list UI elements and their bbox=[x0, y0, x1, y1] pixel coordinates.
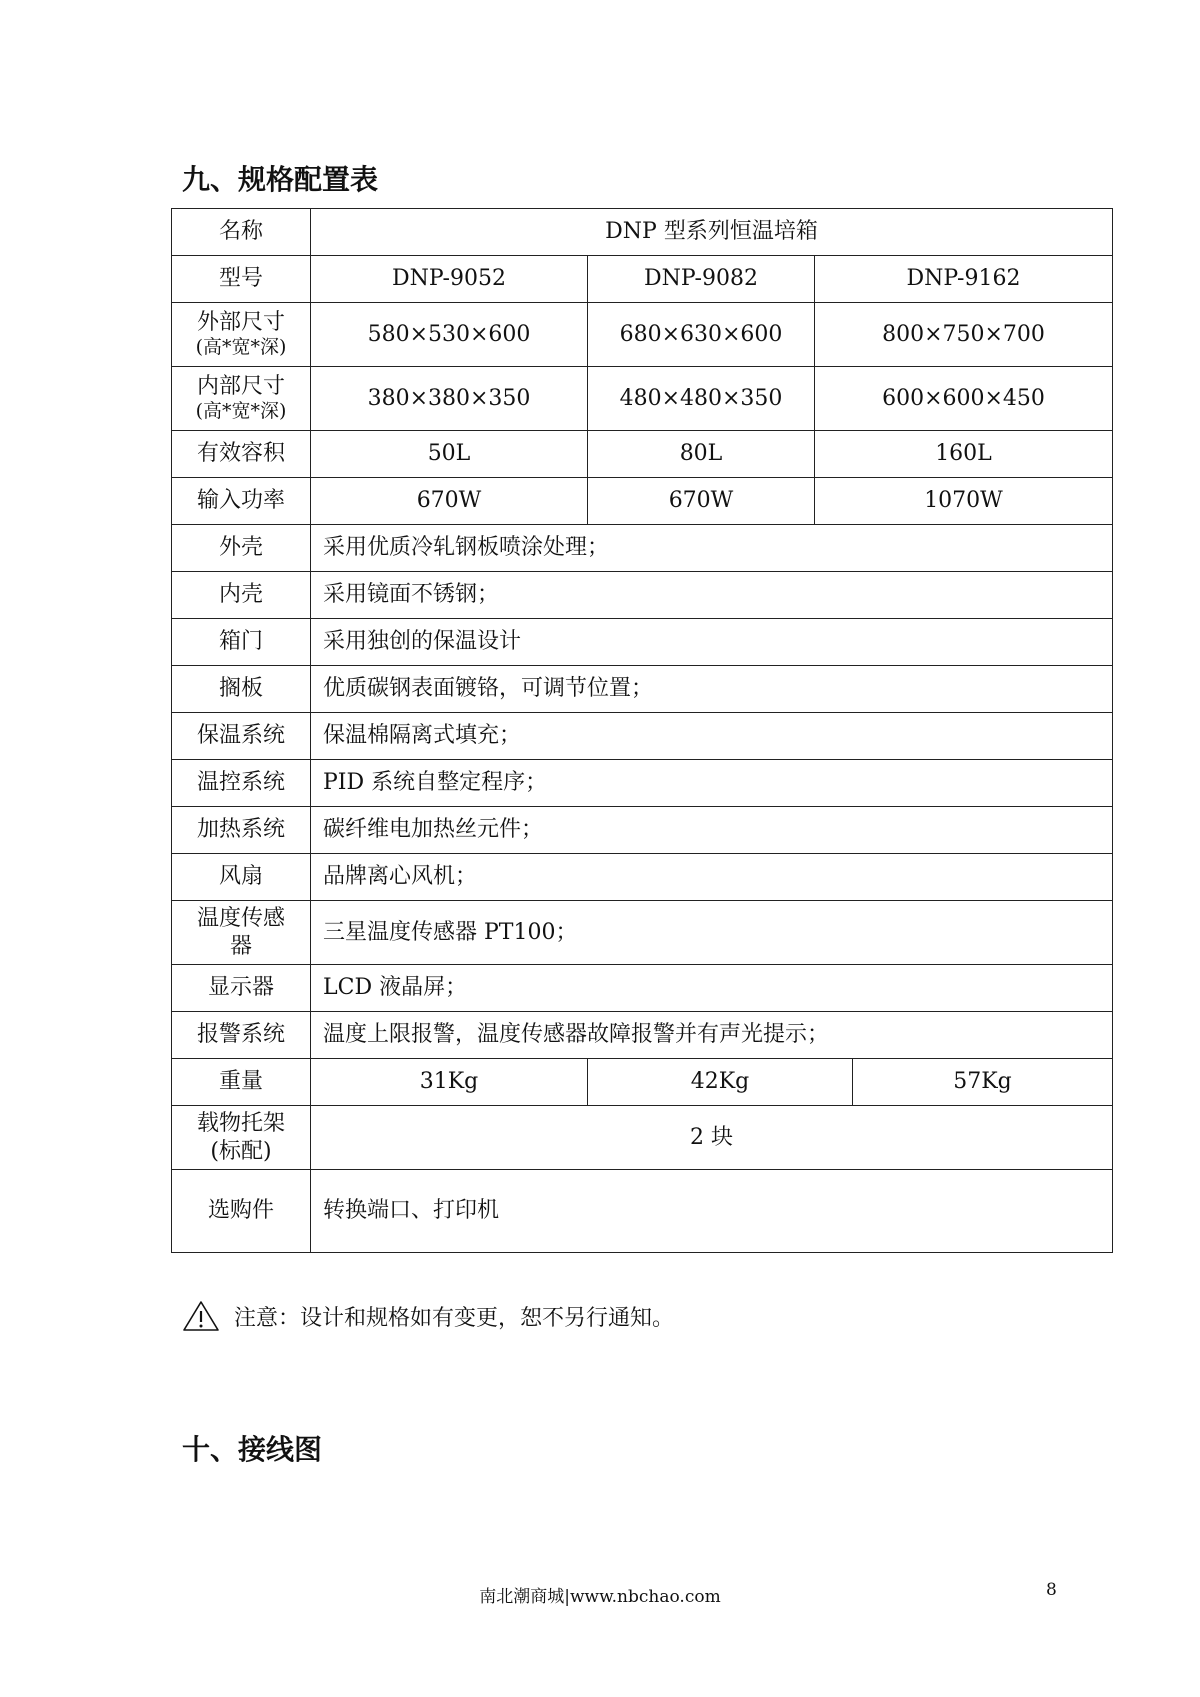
options-label: 选购件 bbox=[172, 1170, 311, 1253]
door-value: 采用独创的保温设计 bbox=[311, 619, 1113, 666]
fan-value: 品牌离心风机； bbox=[311, 854, 1113, 901]
row-liner bbox=[172, 572, 1113, 619]
weight-2: 42Kg bbox=[588, 1059, 853, 1106]
options-value: 转换端口、打印机 bbox=[311, 1170, 1113, 1253]
insulation-label: 保温系统 bbox=[172, 713, 311, 760]
outer-size-1: 580×530×600 bbox=[311, 303, 588, 367]
row-options bbox=[172, 1170, 1113, 1253]
tray-value: 2 块 bbox=[311, 1106, 1113, 1170]
row-heating bbox=[172, 807, 1113, 854]
tray-label-line2: (标配) bbox=[210, 1138, 272, 1164]
row-outer-size bbox=[172, 303, 1113, 367]
volume-3: 160L bbox=[815, 431, 1113, 478]
row-temp-control bbox=[172, 760, 1113, 807]
outer-size-label-main: 外部尺寸 bbox=[196, 309, 285, 335]
fan-label: 风扇 bbox=[172, 854, 311, 901]
inner-size-label-sub: (高*宽*深) bbox=[195, 400, 287, 423]
weight-label: 重量 bbox=[172, 1059, 311, 1106]
volume-label: 有效容积 bbox=[172, 431, 311, 478]
outer-size-2: 680×630×600 bbox=[588, 303, 815, 367]
row-fan bbox=[172, 854, 1113, 901]
row-name bbox=[172, 209, 1113, 256]
liner-label: 内壳 bbox=[172, 572, 311, 619]
name-value: DNP 型系列恒温培箱 bbox=[311, 209, 1113, 256]
power-3: 1070W bbox=[815, 478, 1113, 525]
row-alarm bbox=[172, 1012, 1113, 1059]
weight-1: 31Kg bbox=[311, 1059, 588, 1106]
row-insulation bbox=[172, 713, 1113, 760]
footer-text: 南北潮商城|www.nbchao.com bbox=[479, 1587, 721, 1607]
notice bbox=[182, 1300, 674, 1332]
volume-2: 80L bbox=[588, 431, 815, 478]
door-label: 箱门 bbox=[172, 619, 311, 666]
sensor-label-line1: 温度传感 bbox=[196, 906, 285, 931]
inner-size-2: 480×480×350 bbox=[588, 367, 815, 431]
sensor-label-line2: 器 bbox=[229, 933, 252, 959]
warning-triangle-icon bbox=[182, 1300, 220, 1332]
inner-size-1: 380×380×350 bbox=[311, 367, 588, 431]
section-10-title: 十、接线图 bbox=[182, 1433, 323, 1466]
tray-label bbox=[172, 1106, 311, 1170]
row-sensor bbox=[172, 901, 1113, 965]
row-tray bbox=[172, 1106, 1113, 1170]
power-1: 670W bbox=[311, 478, 588, 525]
alarm-label: 报警系统 bbox=[172, 1012, 311, 1059]
row-power bbox=[172, 478, 1113, 525]
model-label: 型号 bbox=[172, 256, 311, 303]
spec-table bbox=[171, 208, 1113, 1253]
inner-size-label bbox=[172, 367, 311, 431]
temp-control-value: PID 系统自整定程序； bbox=[311, 760, 1113, 807]
heating-label: 加热系统 bbox=[172, 807, 311, 854]
row-display bbox=[172, 965, 1113, 1012]
shell-label: 外壳 bbox=[172, 525, 311, 572]
row-weight bbox=[172, 1059, 1113, 1106]
outer-size-3: 800×750×700 bbox=[815, 303, 1113, 367]
section-9-title: 九、规格配置表 bbox=[182, 163, 379, 196]
power-label: 输入功率 bbox=[172, 478, 311, 525]
shelf-value: 优质碳钢表面镀铬，可调节位置； bbox=[311, 666, 1113, 713]
sensor-label bbox=[172, 901, 311, 965]
alarm-value: 温度上限报警，温度传感器故障报警并有声光提示； bbox=[311, 1012, 1113, 1059]
row-shelf bbox=[172, 666, 1113, 713]
notice-text: 注意：设计和规格如有变更，恕不另行通知。 bbox=[234, 1305, 675, 1331]
model-2: DNP-9082 bbox=[588, 256, 815, 303]
heating-value: 碳纤维电加热丝元件； bbox=[311, 807, 1113, 854]
display-value: LCD 液晶屏； bbox=[311, 965, 1113, 1012]
temp-control-label: 温控系统 bbox=[172, 760, 311, 807]
row-model bbox=[172, 256, 1113, 303]
shelf-label: 搁板 bbox=[172, 666, 311, 713]
page-number: 8 bbox=[1046, 1580, 1057, 1600]
liner-value: 采用镜面不锈钢； bbox=[311, 572, 1113, 619]
name-label: 名称 bbox=[172, 209, 311, 256]
sensor-value: 三星温度传感器 PT100； bbox=[311, 901, 1113, 965]
tray-label-line1: 载物托架 bbox=[196, 1111, 285, 1136]
inner-size-3: 600×600×450 bbox=[815, 367, 1113, 431]
outer-size-label bbox=[172, 303, 311, 367]
weight-3: 57Kg bbox=[853, 1059, 1113, 1106]
inner-size-label-main: 内部尺寸 bbox=[196, 373, 285, 399]
outer-size-label-sub: (高*宽*深) bbox=[195, 336, 287, 359]
model-1: DNP-9052 bbox=[311, 256, 588, 303]
insulation-value: 保温棉隔离式填充； bbox=[311, 713, 1113, 760]
volume-1: 50L bbox=[311, 431, 588, 478]
model-3: DNP-9162 bbox=[815, 256, 1113, 303]
row-inner-size bbox=[172, 367, 1113, 431]
row-volume bbox=[172, 431, 1113, 478]
power-2: 670W bbox=[588, 478, 815, 525]
row-shell bbox=[172, 525, 1113, 572]
row-door bbox=[172, 619, 1113, 666]
display-label: 显示器 bbox=[172, 965, 311, 1012]
shell-value: 采用优质冷轧钢板喷涂处理； bbox=[311, 525, 1113, 572]
